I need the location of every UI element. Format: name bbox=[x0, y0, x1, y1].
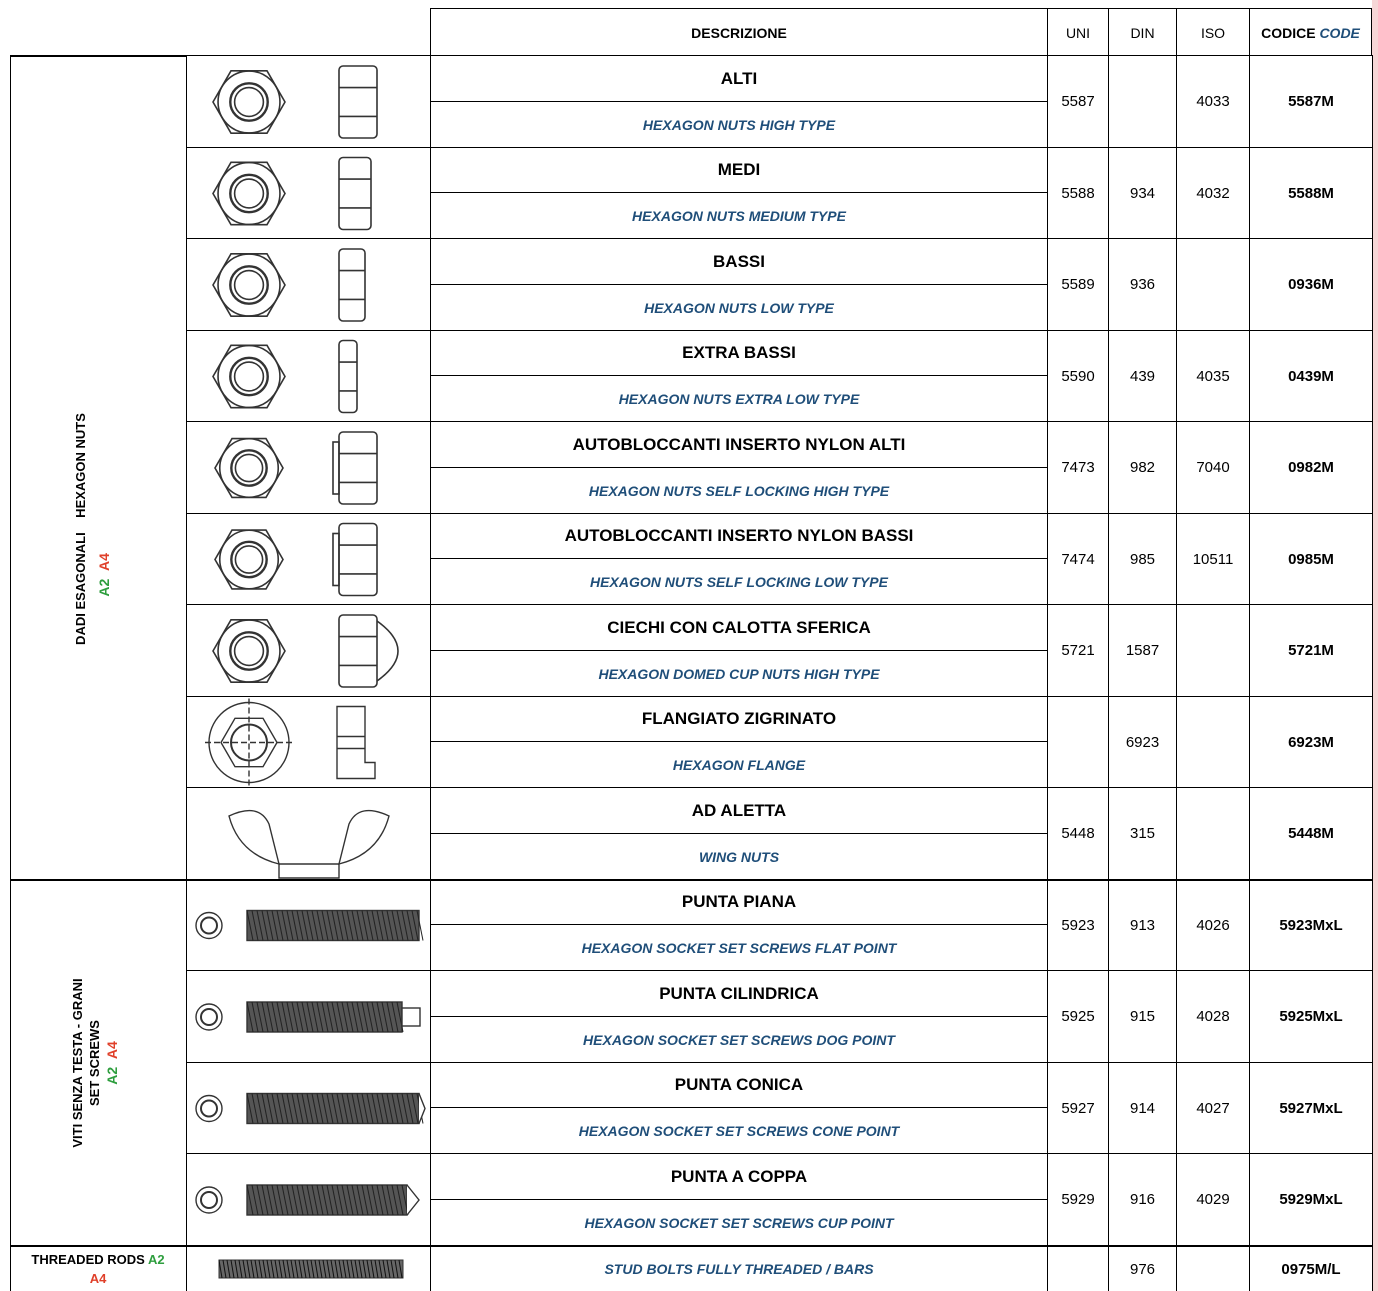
row-image-cell bbox=[186, 56, 430, 148]
row-din: 913 bbox=[1108, 880, 1176, 971]
nuts-a4: A4 bbox=[95, 553, 112, 571]
group-label-nuts bbox=[22, 119, 162, 939]
header-uni: UNI bbox=[1047, 8, 1109, 56]
row-uni: 5923 bbox=[1047, 880, 1108, 971]
row-din: 439 bbox=[1108, 331, 1176, 422]
row-din: 315 bbox=[1108, 788, 1176, 880]
row-din: 6923 bbox=[1108, 697, 1176, 788]
row-iso: 4029 bbox=[1176, 1154, 1249, 1246]
row-code: 5929MxL bbox=[1249, 1154, 1373, 1246]
hex-nut-medium-icon bbox=[189, 148, 429, 239]
row-iso: 4032 bbox=[1176, 148, 1249, 239]
row-image-cell bbox=[186, 239, 430, 331]
table-top-border bbox=[10, 55, 1373, 56]
setscrews-label-en: SET SCREWS bbox=[87, 1020, 102, 1106]
row-iso bbox=[1176, 239, 1249, 331]
row-subtitle: HEXAGON SOCKET SET SCREWS CONE POINT bbox=[430, 1108, 1047, 1154]
row-code: 5925MxL bbox=[1249, 971, 1373, 1063]
nuts-label-it: DADI ESAGONALI bbox=[72, 532, 88, 645]
row-title: AD ALETTA bbox=[430, 788, 1047, 834]
row-din: 936 bbox=[1108, 239, 1176, 331]
set-screw-cup-point-icon bbox=[189, 1154, 429, 1246]
row-subtitle: WING NUTS bbox=[430, 834, 1047, 880]
row-uni: 7474 bbox=[1047, 514, 1108, 605]
header-description: DESCRIZIONE bbox=[430, 8, 1048, 56]
header-iso: ISO bbox=[1176, 8, 1250, 56]
row-subtitle: HEXAGON NUTS SELF LOCKING HIGH TYPE bbox=[430, 468, 1047, 514]
rods-a2: A2 bbox=[147, 1251, 165, 1267]
row-din: 915 bbox=[1108, 971, 1176, 1063]
row-subtitle: HEXAGON NUTS HIGH TYPE bbox=[430, 102, 1047, 148]
row-code: 0985M bbox=[1249, 514, 1373, 605]
row-image-cell bbox=[186, 1063, 430, 1154]
row-uni: 5590 bbox=[1047, 331, 1108, 422]
row-din bbox=[1108, 56, 1176, 148]
row-uni bbox=[1047, 1247, 1108, 1291]
group-label-rods bbox=[10, 1246, 186, 1291]
dome-cap-nut-icon bbox=[189, 605, 429, 697]
row-title: MEDI bbox=[430, 148, 1047, 193]
row-din: 1587 bbox=[1108, 605, 1176, 697]
row-subtitle: HEXAGON NUTS SELF LOCKING LOW TYPE bbox=[430, 559, 1047, 605]
nuts-label-en: HEXAGON NUTS bbox=[72, 413, 88, 518]
row-code: 6923M bbox=[1249, 697, 1373, 788]
set-screw-flat-point-icon bbox=[189, 880, 429, 971]
row-iso: 7040 bbox=[1176, 422, 1249, 514]
set-screw-cone-point-icon bbox=[189, 1063, 429, 1154]
row-subtitle: HEXAGON SOCKET SET SCREWS FLAT POINT bbox=[430, 925, 1047, 971]
nuts-a2: A2 bbox=[95, 578, 112, 597]
hex-nut-extra-low-icon bbox=[189, 331, 429, 422]
row-subtitle: HEXAGON SOCKET SET SCREWS CUP POINT bbox=[430, 1200, 1047, 1246]
row-image-cell bbox=[186, 605, 430, 697]
row-uni: 5925 bbox=[1047, 971, 1108, 1063]
row-uni: 5929 bbox=[1047, 1154, 1108, 1246]
row-image-cell bbox=[186, 880, 430, 971]
row-title: AUTOBLOCCANTI INSERTO NYLON ALTI bbox=[430, 422, 1047, 468]
row-image-cell bbox=[186, 1247, 430, 1291]
row-iso: 4028 bbox=[1176, 971, 1249, 1063]
row-title: PUNTA CILINDRICA bbox=[430, 971, 1047, 1017]
row-image-cell bbox=[186, 1154, 430, 1246]
header-code-en: CODE bbox=[1319, 24, 1360, 41]
row-image-cell bbox=[186, 148, 430, 239]
section-divider bbox=[10, 1245, 1373, 1247]
row-title: BASSI bbox=[430, 239, 1047, 285]
row-code: 0936M bbox=[1249, 239, 1373, 331]
row-code: 5927MxL bbox=[1249, 1063, 1373, 1154]
row-title: EXTRA BASSI bbox=[430, 331, 1047, 376]
group-label-setscrews bbox=[25, 883, 165, 1243]
row-subtitle: HEXAGON SOCKET SET SCREWS DOG POINT bbox=[430, 1017, 1047, 1063]
row-image-cell bbox=[186, 971, 430, 1063]
row-din: 934 bbox=[1108, 148, 1176, 239]
row-image-cell bbox=[186, 697, 430, 788]
row-subtitle: HEXAGON FLANGE bbox=[430, 742, 1047, 788]
row-code: 5587M bbox=[1249, 56, 1373, 148]
row-uni bbox=[1047, 697, 1108, 788]
row-uni: 7473 bbox=[1047, 422, 1108, 514]
row-iso bbox=[1176, 788, 1249, 880]
row-image-cell bbox=[186, 422, 430, 514]
nylon-lock-nut-high-icon bbox=[189, 422, 429, 514]
row-uni: 5448 bbox=[1047, 788, 1108, 880]
wing-nut-icon bbox=[189, 788, 429, 880]
row-uni: 5721 bbox=[1047, 605, 1108, 697]
row-iso: 4027 bbox=[1176, 1063, 1249, 1154]
row-code: 5923MxL bbox=[1249, 880, 1373, 971]
row-subtitle: HEXAGON NUTS EXTRA LOW TYPE bbox=[430, 376, 1047, 422]
row-title: FLANGIATO ZIGRINATO bbox=[430, 697, 1047, 742]
row-title: PUNTA CONICA bbox=[430, 1063, 1047, 1108]
row-image-cell bbox=[186, 788, 430, 880]
row-iso bbox=[1176, 1247, 1249, 1291]
row-iso bbox=[1176, 605, 1249, 697]
row-title: AUTOBLOCCANTI INSERTO NYLON BASSI bbox=[430, 514, 1047, 559]
section-divider bbox=[10, 879, 1373, 881]
row-code: 5448M bbox=[1249, 788, 1373, 880]
row-code: 0975M/L bbox=[1249, 1247, 1373, 1291]
row-subtitle: STUD BOLTS FULLY THREADED / BARS bbox=[430, 1247, 1047, 1291]
row-code: 5721M bbox=[1249, 605, 1373, 697]
row-title: PUNTA PIANA bbox=[430, 880, 1047, 925]
rods-a4: A4 bbox=[89, 1270, 107, 1286]
row-title: PUNTA A COPPA bbox=[430, 1154, 1047, 1200]
row-iso: 4033 bbox=[1176, 56, 1249, 148]
hex-nut-low-icon bbox=[189, 239, 429, 331]
row-din: 976 bbox=[1108, 1247, 1176, 1291]
flange-nut-icon bbox=[189, 697, 429, 788]
row-image-cell bbox=[186, 331, 430, 422]
setscrews-a4: A4 bbox=[104, 1041, 120, 1060]
rods-label: THREADED RODS bbox=[31, 1251, 145, 1267]
threaded-rod-icon bbox=[189, 1247, 429, 1291]
row-din: 985 bbox=[1108, 514, 1176, 605]
header-code-it: CODICE bbox=[1261, 24, 1316, 41]
set-screw-dog-point-icon bbox=[189, 971, 429, 1063]
row-iso: 4035 bbox=[1176, 331, 1249, 422]
row-title: ALTI bbox=[430, 56, 1047, 102]
row-uni: 5589 bbox=[1047, 239, 1108, 331]
row-din: 916 bbox=[1108, 1154, 1176, 1246]
nylon-lock-nut-low-icon bbox=[189, 514, 429, 605]
header-din: DIN bbox=[1108, 8, 1177, 56]
row-uni: 5588 bbox=[1047, 148, 1108, 239]
setscrews-label-it: VITI SENZA TESTA - GRANI bbox=[70, 978, 85, 1148]
row-title: CIECHI CON CALOTTA SFERICA bbox=[430, 605, 1047, 651]
row-subtitle: HEXAGON DOMED CUP NUTS HIGH TYPE bbox=[430, 651, 1047, 697]
row-iso bbox=[1176, 697, 1249, 788]
row-code: 5588M bbox=[1249, 148, 1373, 239]
row-iso: 10511 bbox=[1176, 514, 1249, 605]
row-din: 914 bbox=[1108, 1063, 1176, 1154]
row-image-cell bbox=[186, 514, 430, 605]
header-code bbox=[1249, 8, 1372, 56]
row-subtitle: HEXAGON NUTS MEDIUM TYPE bbox=[430, 193, 1047, 239]
row-uni: 5927 bbox=[1047, 1063, 1108, 1154]
row-subtitle: HEXAGON NUTS LOW TYPE bbox=[430, 285, 1047, 331]
row-uni: 5587 bbox=[1047, 56, 1108, 148]
row-code: 0982M bbox=[1249, 422, 1373, 514]
row-iso: 4026 bbox=[1176, 880, 1249, 971]
hex-nut-high-icon bbox=[189, 56, 429, 148]
row-code: 0439M bbox=[1249, 331, 1373, 422]
row-din: 982 bbox=[1108, 422, 1176, 514]
setscrews-a2: A2 bbox=[104, 1066, 120, 1085]
